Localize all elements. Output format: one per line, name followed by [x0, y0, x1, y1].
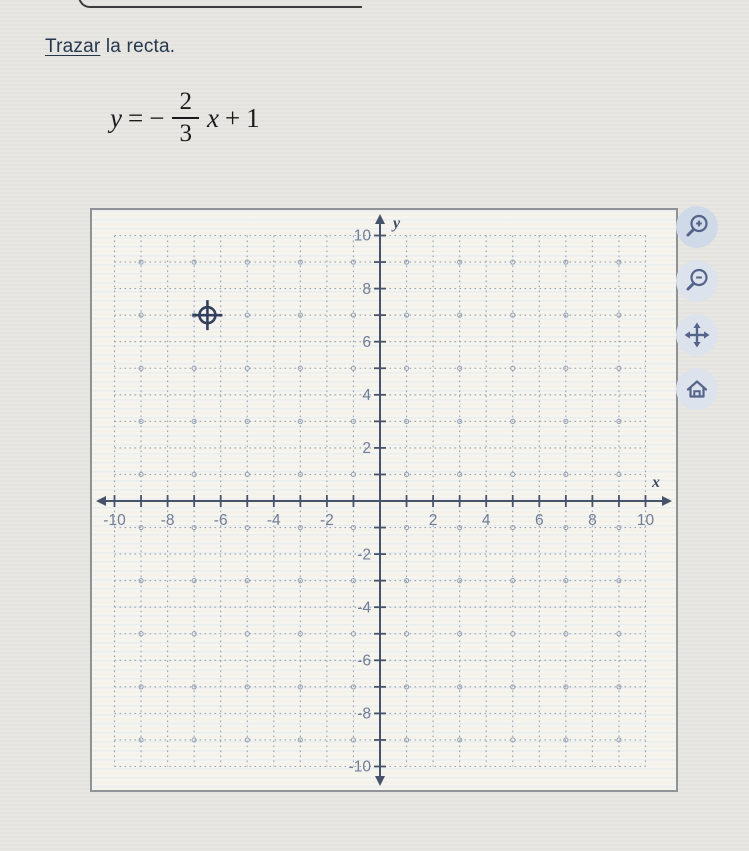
equation [110, 88, 260, 148]
x-tick-label: 6 [534, 512, 544, 529]
eq-numerator: 2 [172, 88, 199, 119]
x-tick-label: 4 [481, 512, 491, 529]
prompt-term-link[interactable]: Trazar [45, 36, 101, 57]
y-tick-label: 2 [362, 440, 371, 458]
previous-panel-bottom-edge [78, 0, 362, 8]
pan-icon [680, 318, 714, 352]
grid-intersection-circle [511, 632, 515, 636]
eq-fraction [172, 88, 199, 148]
x-tick-label: 10 [636, 512, 655, 529]
zoom-in-button[interactable] [676, 206, 718, 248]
y-tick-label: -4 [357, 599, 371, 617]
y-axis-bottom-arrow [375, 776, 385, 786]
x-tick-label: 8 [588, 512, 597, 529]
zoom-out-icon [680, 264, 714, 298]
eq-plus: + [224, 102, 241, 133]
eq-minus: − [149, 102, 165, 133]
y-tick-label: -2 [357, 546, 371, 564]
pan-button[interactable] [676, 314, 718, 356]
prompt [45, 36, 175, 58]
x-tick-label: -4 [266, 512, 281, 529]
x-tick-label: -6 [213, 512, 228, 529]
y-axis-top-arrow [375, 214, 385, 224]
y-axis-label: y [393, 215, 401, 232]
plot-svg[interactable] [92, 210, 676, 790]
x-tick-label: -2 [320, 512, 334, 529]
home-button[interactable] [676, 368, 718, 410]
x-tick-label: 2 [428, 512, 438, 529]
x-axis-label: x [652, 474, 660, 491]
y-tick-label: -8 [357, 705, 371, 723]
eq-equals: = [127, 102, 144, 133]
y-tick-label: 10 [353, 227, 371, 245]
home-icon [680, 372, 714, 406]
y-tick-label: 4 [362, 387, 371, 404]
prompt-text: la recta. [100, 36, 176, 57]
eq-constant: 1 [246, 102, 260, 133]
x-tick-label: -10 [103, 512, 126, 529]
y-tick-label: 6 [362, 333, 371, 351]
graph-panel[interactable] [90, 208, 678, 792]
eq-denominator: 3 [179, 120, 192, 147]
zoom-in-icon [680, 210, 714, 244]
x-axis-right-arrow [662, 496, 672, 506]
y-tick-label: -6 [357, 652, 371, 670]
eq-x: x [206, 102, 219, 133]
y-tick-label: -10 [348, 758, 371, 776]
eq-y: y [110, 102, 122, 133]
y-tick-label: 8 [362, 280, 371, 298]
x-axis-left-arrow [96, 496, 106, 506]
zoom-out-button[interactable] [676, 260, 718, 302]
x-tick-label: -8 [160, 512, 175, 529]
